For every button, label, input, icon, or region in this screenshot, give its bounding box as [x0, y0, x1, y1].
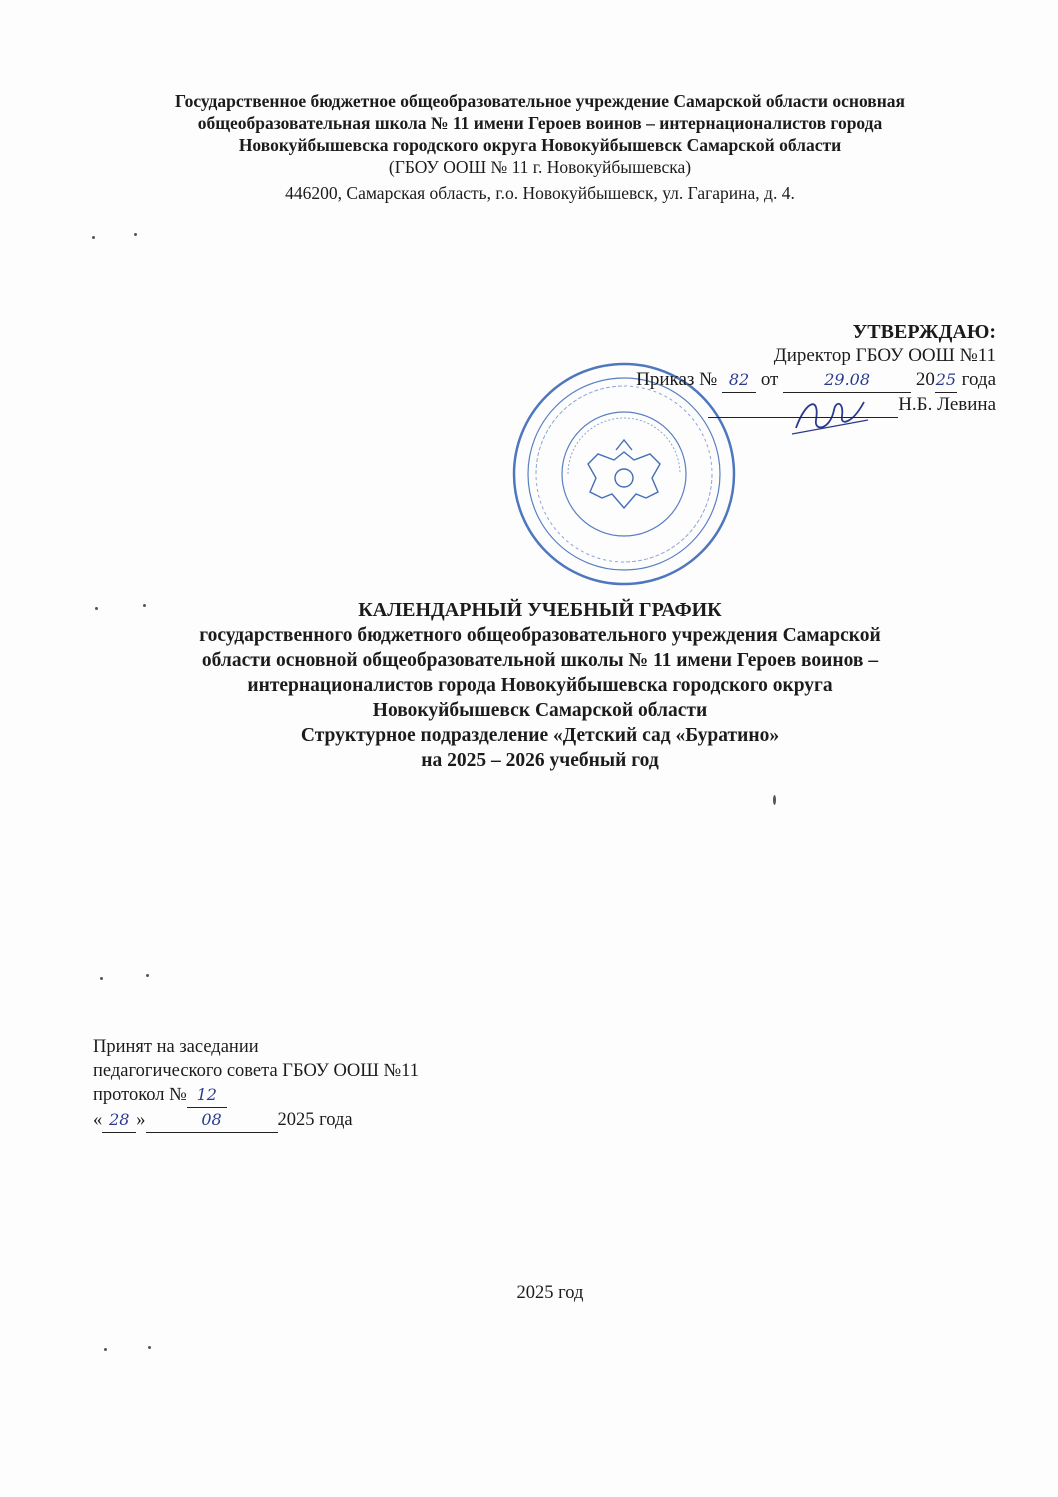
- title-line-4: интернационалистов города Новокуйбышевска городского округа: [247, 675, 833, 696]
- header-short-name: (ГБОУ ООШ № 11 г. Новокуйбышевска): [388, 157, 692, 177]
- scan-speck: [773, 795, 776, 805]
- scan-speck: [134, 233, 137, 236]
- approval-signature-line: [566, 393, 996, 418]
- order-year-prefix: 20: [915, 369, 935, 390]
- title-heading: КАЛЕНДАРНЫЙ УЧЕБНЫЙ ГРАФИК: [358, 599, 722, 621]
- adoption-block: [93, 1035, 419, 1133]
- approval-block: [566, 320, 996, 418]
- header-line-2: общеобразовательная школа № 11 имени Героев воинов – интернационалистов города: [197, 113, 883, 133]
- approval-title: УТВЕРЖДАЮ:: [852, 321, 996, 343]
- order-year-word: года: [961, 369, 996, 390]
- order-year-suffix: 25: [935, 368, 957, 393]
- order-number: 82: [722, 368, 756, 393]
- protocol-day: 28: [102, 1108, 136, 1133]
- scan-speck: [95, 607, 98, 610]
- organization-header: [40, 90, 1040, 204]
- protocol-prefix: протокол №: [93, 1085, 187, 1105]
- adopted-line-2: педагогического совета ГБОУ ООШ №11: [93, 1061, 419, 1081]
- scan-speck: [100, 977, 103, 980]
- document-title: [40, 598, 1040, 773]
- header-address: 446200, Самарская область, г.о. Новокуйбышевск, ул. Гагарина, д. 4.: [285, 183, 795, 203]
- order-date-prefix: от: [760, 369, 779, 390]
- protocol-line: [93, 1083, 419, 1108]
- protocol-year: 2025 года: [277, 1110, 353, 1130]
- title-line-5: Новокуйбышевск Самарской области: [372, 700, 708, 721]
- director-name: Н.Б. Левина: [898, 394, 996, 415]
- scan-speck: [143, 604, 146, 607]
- title-subdivision: Структурное подразделение «Детский сад «Буратино»: [300, 725, 780, 746]
- order-prefix: Приказ №: [636, 369, 718, 390]
- title-academic-year: на 2025 – 2026 учебный год: [421, 750, 659, 771]
- approval-order-line: [566, 368, 996, 393]
- scan-speck: [146, 974, 149, 977]
- approval-position: Директор ГБОУ ООШ №11: [773, 345, 996, 366]
- title-line-3: области основной общеобразовательной школы № 11 имени Героев воинов –: [201, 650, 879, 671]
- protocol-date-line: [93, 1108, 419, 1133]
- protocol-number: 12: [187, 1083, 227, 1108]
- day-close-quote: »: [136, 1110, 146, 1130]
- header-line-3: Новокуйбышевска городского округа Новокуйбышевск Самарской области: [238, 135, 842, 155]
- header-line-1: Государственное бюджетное общеобразовательное учреждение Самарской области основная: [174, 91, 906, 111]
- order-date: 29.08: [783, 368, 911, 393]
- adopted-line-1: Принят на заседании: [93, 1037, 259, 1057]
- scan-speck: [92, 236, 95, 239]
- protocol-month: 08: [146, 1108, 278, 1133]
- day-open-quote: «: [93, 1110, 103, 1130]
- footer-year: 2025 год: [516, 1283, 584, 1303]
- scan-speck: [104, 1348, 107, 1351]
- title-line-2: государственного бюджетного общеобразовательного учреждения Самарской: [199, 625, 881, 646]
- scan-speck: [148, 1346, 151, 1349]
